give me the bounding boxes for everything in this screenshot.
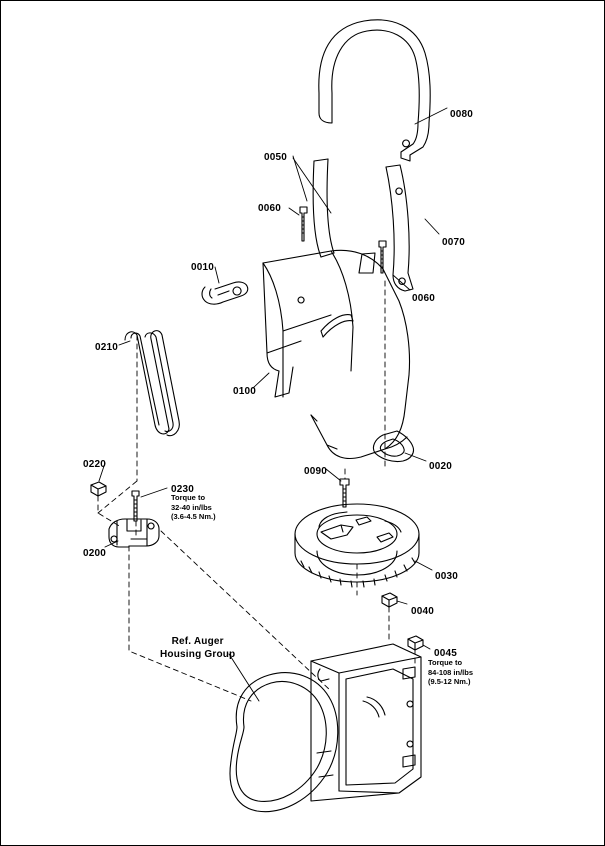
torque-note-0045 — [428, 658, 473, 687]
callout-0020: 0020 — [429, 461, 453, 472]
callout-0080: 0080 — [450, 109, 474, 120]
torque-note-0230-line-2: 32-40 in/lbs — [171, 502, 212, 512]
callout-0010: 0010 — [191, 262, 215, 273]
part-0090-screw — [340, 479, 349, 507]
callout-0045: 0045 — [434, 648, 458, 659]
callout-0220: 0220 — [83, 459, 107, 470]
exploded-parts-illustration — [1, 1, 605, 846]
ref-auger-label-line-1: Ref. Auger — [171, 636, 224, 647]
callout-0050: 0050 — [264, 152, 288, 163]
part-0060-screw-upper-left — [300, 207, 307, 241]
callout-0210: 0210 — [95, 342, 119, 353]
part-0220-nut — [91, 482, 106, 496]
part-0200-bracket — [109, 519, 159, 547]
callout-0060-upper: 0060 — [258, 203, 282, 214]
callout-0060-lower: 0060 — [412, 293, 436, 304]
callout-0230: 0230 — [171, 484, 195, 495]
torque-note-0230-line-1: Torque to — [171, 493, 206, 502]
part-0210-rod — [125, 331, 179, 436]
part-0100-0020-chute — [263, 250, 414, 461]
part-0040-nut — [382, 593, 397, 607]
torque-note-0230 — [171, 493, 216, 522]
callout-0090: 0090 — [304, 466, 328, 477]
callout-0100: 0100 — [233, 386, 257, 397]
part-0045-bolt — [408, 636, 423, 650]
ref-auger-housing-group-label — [160, 635, 235, 661]
callout-0200: 0200 — [83, 548, 107, 559]
part-0230-screw — [132, 491, 139, 521]
part-0010-lever — [202, 282, 248, 304]
part-0080-upper-handle — [319, 20, 430, 161]
torque-note-0045-line-3: (9.5-12 Nm.) — [428, 677, 471, 686]
torque-note-0045-line-1: Torque to — [428, 658, 463, 667]
callout-0040: 0040 — [411, 606, 435, 617]
part-0070-lower-bracket — [313, 159, 413, 291]
assembly-axis-lines — [98, 281, 415, 701]
callout-0030: 0030 — [435, 571, 459, 582]
callout-0070: 0070 — [442, 237, 466, 248]
ref-auger-housing-group — [230, 644, 421, 812]
torque-note-0045-line-2: 84-108 in/lbs — [428, 667, 474, 677]
ref-auger-label-line-2: Housing Group — [160, 649, 236, 660]
torque-note-0230-line-3: (3.6-4.5 Nm.) — [171, 512, 216, 521]
